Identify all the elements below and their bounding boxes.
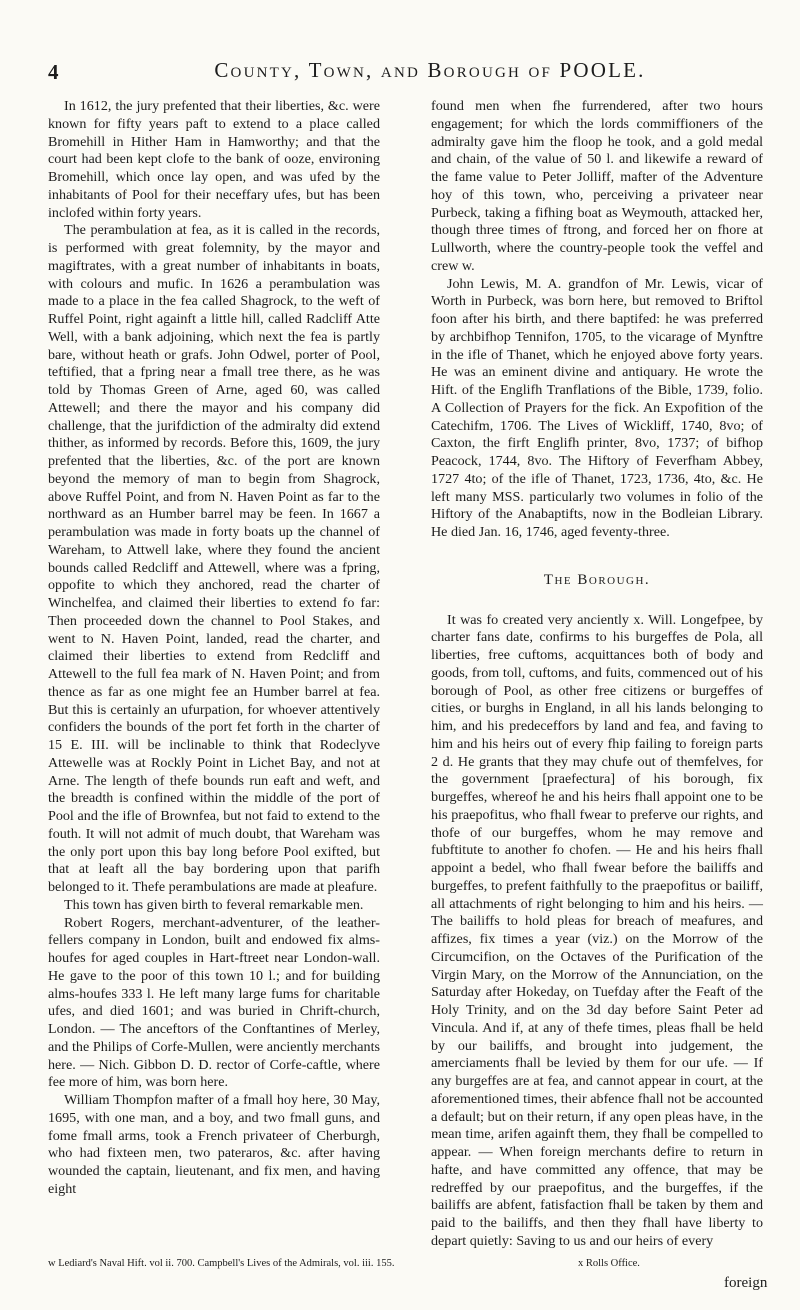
paragraph: William Thompfon mafter of a fmall hoy here, 30 May, 1695, with one man, and a boy, and two fmall guns, and fome fmall arms, took a French privateer of Cherburgh, who had fixteen men, two pateraros, &c. after having wounded the captain, lieutenant, and fix men, and having eight xyxy=(48,1092,380,1197)
paragraph: John Lewis, M. A. grandfon of Mr. Lewis, vicar of Worth in Purbeck, was born here, but removed to Briftol foon after his birth, and there baptifed: he was preferred by archbifhop Tennifon, 1705, to the vicarage of Mynftre in the ifle of Thanet, which he enjoyed above forty years. He was an eminent divine and antiquary. He wrote the Hift. of the Englifh Tranflations of the Bible, 1739, folio. A Collection of Prayers for the fick. An Expofition of the Catechifm, 1706. The Lives of Wickliff, 1740, 8vo; of Caxton, the firft Englifh printer, 8vo, 1737; of bifhop Peacock, 1744, 8vo. The Hiftory of Feverfham Abbey, 1727 4to; of the ifle of Thanet, 1723, 1736, 4to, &c. He left many MSS. particularly two volumes in folio of the Hiftory of the Anabaptifts, now in the Bodleian Library. He died Jan. 16, 1746, aged feventy-three. xyxy=(431,275,763,540)
paragraph: Robert Rogers, merchant-adventurer, of the leather-fellers company in London, built and endowed fix alms-houfes for aged couples in Hart-ftreet near London-wall. He gave to the poor of this town 10 l.; and for building alms-houfes 333 l. He left many large fums for charitable ufes, and died 1601; and was buried in Chrift-church, London. — The anceftors of the Conftantines of Merley, and the Philips of Corfe-Mullen, were anciently merchants here. — Nich. Gibbon D. D. rector of Corfe-caftle, where fee more of him, was born here. xyxy=(48,914,380,1091)
footnote: w Lediard's Naval Hift. vol ii. 700. Campbell's Lives of the Admirals, vol. iii. 155. xyxy=(48,1258,395,1269)
running-header: County, Town, and Borough of POOLE. xyxy=(214,58,646,82)
catchword: foreign xyxy=(724,1275,768,1291)
footnotes xyxy=(48,1258,768,1269)
page-number: 4 xyxy=(48,60,59,84)
paragraph: It was fo created very anciently x. Will. Longefpee, by charter fans date, confirms to his burgeffes de Pola, all liberties, free cuftoms, acquittances both of body and goods, from toll, cuftoms, and fuits, commenced out of his borough of Pool, as other free citizens or burgeffes of cities, or burghs in England, in all his lands belonging to him, and his predeceffors by land and fea, and faving to him and his heirs out of every fhip failing to foreign parts 2 d. He grants that they may chufe out of themfelves, for the government [praefectura] of his borough, fix burgeffes, whereof he and his heirs fhall appoint one to be his praepofitus, who fhall fwear to preferve our rights, and thofe of our burgeffes, whom he may remove and fubftitute to another fo chofen. — He and his heirs fhall appoint a bedel, who fhall fwear before the bailiffs and burgeffes, to prefent faithfully to the praepofitus or bailiff, all attachments of right belonging to him and his heirs. — The bailiffs to hold pleas for breach of meafures, and affizes, fix times a year (viz.) on the Morrow of the Circumcifion, on the Octaves of the Purification of the Virgin Mary, on the Morrow of the Annunciation, on the Saturday after Hokeday, on Tuefday after the Feaft of the Holy Trinity, and on the 3d day before Saint Peter ad Vincula. And if, at any of thefe times, pleas fhall be held by our bailiffs, and brought into judgement, the amerciaments fhall be levied by them for our ufe. — If any burgeffes are at fea, and cannot appear in court, at the aforementioned times, their abfence fhall not be accounted a default; but on their return, if any open pleas have, in the mean time, arifen againft them, they fhall be compelled to appear. — When foreign merchants defire to return in hafte, and have committed any offence, that may be redreffed by our praepofitus, and the burgeffes, if the bailiffs are abfent, fatisfaction fhall be taken by them and paid to the bailiffs, and then they fhall have liberty to depart quietly: Saving to us and our heirs of every xyxy=(431,611,763,1249)
section-heading: The Borough. xyxy=(543,571,651,588)
right-column xyxy=(431,98,763,1251)
left-column xyxy=(48,98,380,1199)
paragraph: This town has given birth to feveral remarkable men. xyxy=(64,896,364,913)
paragraph: In 1612, the jury prefented that their liberties, &c. were known for fifty years paft to extend to a place called Bromehill in Hither Ham in Hamworthy; and that the court had been kept clofe to the bank of ooze, environing Bromehill, which once lay open, and was ufed by the inhabitants of Pool for their neceffary ufes, but has been inclofed within forty years. xyxy=(48,98,380,221)
paragraph: The perambulation at fea, as it is called in the records, is performed with great folemnity, by the mayor and magiftrates, with a great number of inhabitants in boats, with colours and mufic. In 1626 a perambulation was made to a place in the fea called Shagrock, to the weft of Ruffel Point, right againft a little hill, called Radcliff Atte Well, with a bank adjoining, which next the fea is partly bare, without heath or grafs. John Odwel, porter of Pool, teftified, that a fpring near a fmall tree there, as he was told by Thomas Green of Arne, aged 60, was called Attewell; and there the mayor and his company did challenge, that the jurifdiction of the admiralty did extend thither, as informed by records. Before this, 1609, the jury prefented that the liberties, &c. of the port are known beyond the memory of man to begin from Shagrock, above Ruffel Point, and from N. Haven Point as far to the northward as an Humber barrel may be feen. In 1667 a perambulation was made in forty boats up the channel of Wareham, to Attwell lake, where they found the ancient bounds called Redcliff and Attewell, where was a fpring, oppofite to which they anchored, read the charter of Winchelfea, and claimed their liberties to extend fo far: Then proceeded down the channel to Pool Stakes, and went to N. Haven Point, landed, read the charter, and claimed their liberties to extend from Redcliff and Attewell to the full fea mark of N. Haven Point; and from thence as far as one might fee an Humber barrel at fea. But this is certainly an ufurpation, for whoever attentively confiders the bounds of the port fet forth in the charter of 15 E. III. will be inclinable to think that Rodeclyve Attewelle was at Rockly Point in Lichet Bay, and not at Arne. The length of thefe bounds run eaft and weft, and the breadth is confined within the middle of the port of Pool and the ifle of Brownfea, but not faid to extend to the fouth. It will not admit of much doubt, that Wareham was the only port upon this bay long before Pool exifted, but that at leaft all the bay bordering upon that parifh belonged to it. Thefe perambulations are made at pleafure. xyxy=(48,222,380,895)
paragraph: found men when fhe furrendered, after two hours engagement; for which the lords commiffioners of the admiralty gave him the floop he took, and a gold medal and chain, of the value of 50 l. and likewife a reward of the fame value to Peter Jolliff, mafter of the Adventure hoy of this town, who, perceiving a privateer near Purbeck, taking a fifhing boat as Weymouth, attacked her, though three times of ftrong, and forced her on fhore at Lullworth, where the country-people took the veffel and crew w. xyxy=(431,98,763,274)
footnote: x Rolls Office. xyxy=(578,1258,640,1269)
